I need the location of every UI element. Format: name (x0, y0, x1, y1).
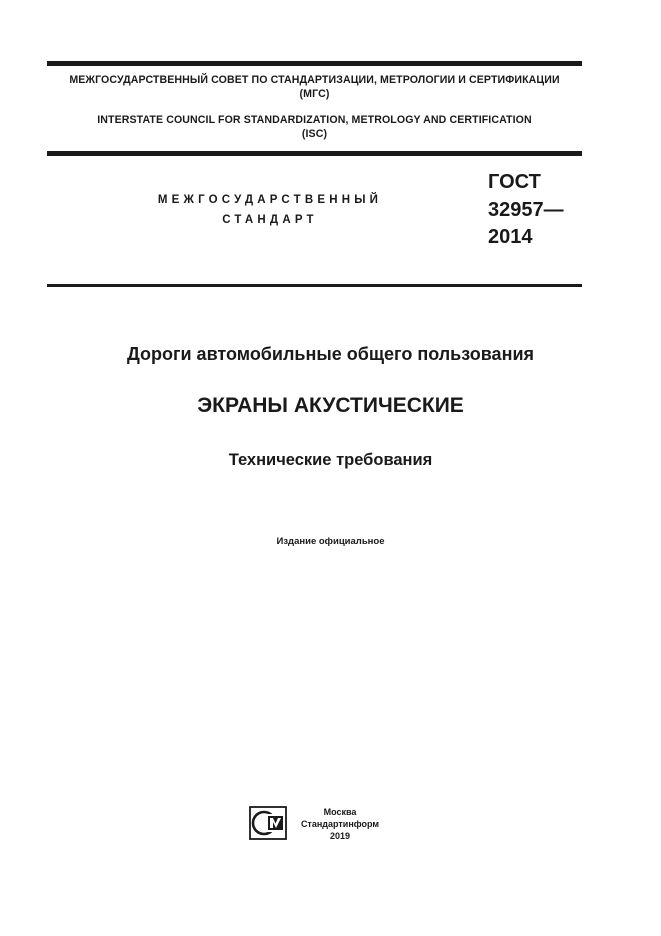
title-general: Дороги автомобильные общего пользования (126, 344, 535, 364)
designation-year: 2014 (488, 226, 533, 248)
imprint-publisher: Стандартинформ (300, 819, 380, 829)
council-abbr-en: (ISC) (301, 128, 328, 140)
edition-label: Издание официальное (276, 536, 385, 547)
top-rule (47, 61, 582, 66)
council-abbr-ru: (МГС) (299, 88, 330, 100)
designation-number: 32957— (488, 199, 564, 221)
council-name-ru (47, 73, 582, 101)
standard-kind-line2: СТАНДАРТ (222, 214, 318, 226)
designation-rule (47, 284, 582, 287)
designation-prefix: ГОСТ (488, 171, 541, 193)
imprint-year: 2019 (329, 831, 351, 841)
council-name-en-line: INTERSTATE COUNCIL FOR STANDARDIZATION, METROLOGY AND CERTIFICATION (97, 114, 532, 126)
council-name-en (47, 113, 582, 141)
imprint-city: Москва (323, 807, 357, 817)
council-name-ru-line: МЕЖГОСУДАРСТВЕННЫЙ СОВЕТ ПО СТАНДАРТИЗАЦИИ, МЕТРОЛОГИИ И СЕРТИФИКАЦИИ (69, 74, 560, 86)
title-sub: Технические требования (228, 451, 433, 469)
header-rule (47, 151, 582, 156)
standartinform-logo-icon (249, 806, 287, 840)
standard-kind-line1: МЕЖГОСУДАРСТВЕННЫЙ (157, 194, 383, 206)
title-main: ЭКРАНЫ АКУСТИЧЕСКИЕ (197, 394, 464, 417)
